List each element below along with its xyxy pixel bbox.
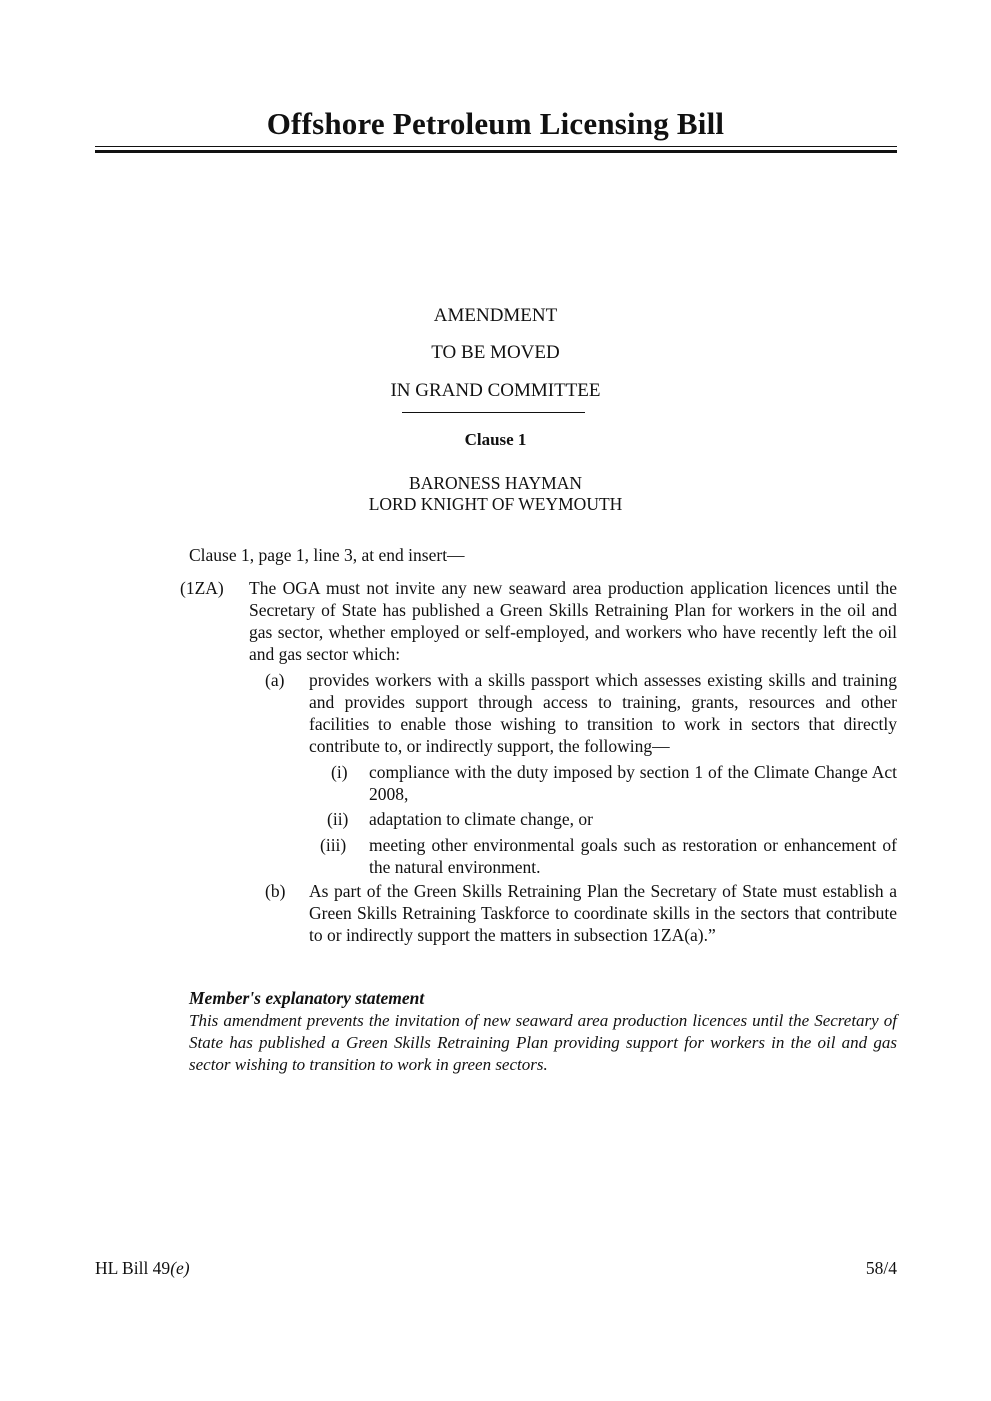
bill-suffix: (e) <box>170 1258 190 1278</box>
heading-divider <box>402 412 585 413</box>
subparagraph-text: adaptation to climate change, or <box>369 809 594 829</box>
subparagraph-text: meeting other environmental goals such as restoration or enhancement of the natural environment. <box>369 835 897 877</box>
amendment-heading: AMENDMENT <box>433 305 558 326</box>
footer-bill-reference <box>95 1258 190 1279</box>
title-rule-thin <box>95 146 897 147</box>
clause-heading: Clause 1 <box>464 430 527 449</box>
amendment-instruction: Clause 1, page 1, line 3, at end insert— <box>189 545 465 565</box>
explanatory-statement-heading: Member's explanatory statement <box>189 988 425 1008</box>
paragraph-number: (b) <box>265 881 286 901</box>
paragraph-text: As part of the Green Skills Retraining Plan the Secretary of State must establish a Green Skills Retraining Taskforce to coordinate skills in the sectors that contribute to or indirectly support the matters in subsection 1ZA(a).” <box>309 881 897 945</box>
subparagraph-number: (i) <box>331 762 348 782</box>
to-be-moved-heading: TO BE MOVED <box>431 342 560 363</box>
explanatory-statement-text: This amendment prevents the invitation of new seaward area production licences until the Secretary of State has published a Green Skills Retraining Plan providing support for workers in the oil and gas sector wishing to transition to work in green sectors. <box>189 1011 897 1074</box>
subsection-number: (1ZA) <box>180 578 224 598</box>
paragraph-number: (a) <box>265 670 285 690</box>
title-rule-thick <box>95 150 897 153</box>
subparagraph-text: compliance with the duty imposed by section 1 of the Climate Change Act 2008, <box>369 762 897 804</box>
bill-number: HL Bill 49 <box>95 1258 171 1278</box>
member-name: LORD KNIGHT OF WEYMOUTH <box>368 494 623 514</box>
committee-heading: IN GRAND COMMITTEE <box>390 380 601 401</box>
member-name: BARONESS HAYMAN <box>409 473 582 493</box>
subparagraph-number: (iii) <box>320 835 347 855</box>
document-title: Offshore Petroleum Licensing Bill <box>266 106 725 141</box>
footer-page-reference: 58/4 <box>865 1258 897 1278</box>
paragraph-text: provides workers with a skills passport which assesses existing skills and training and provides support through access to training, grants, resources and other facilities to enable those wishing to transition to work in sectors that directly contribute to, or indirectly support, the following— <box>309 670 897 756</box>
subparagraph-number: (ii) <box>327 809 349 829</box>
subsection-text: The OGA must not invite any new seaward area production application licences until the Secretary of State has published a Green Skills Retraining Plan for workers in the oil and gas sector, whether employed or self-employed, and workers who have recently left the oil and gas sector which: <box>249 578 897 664</box>
